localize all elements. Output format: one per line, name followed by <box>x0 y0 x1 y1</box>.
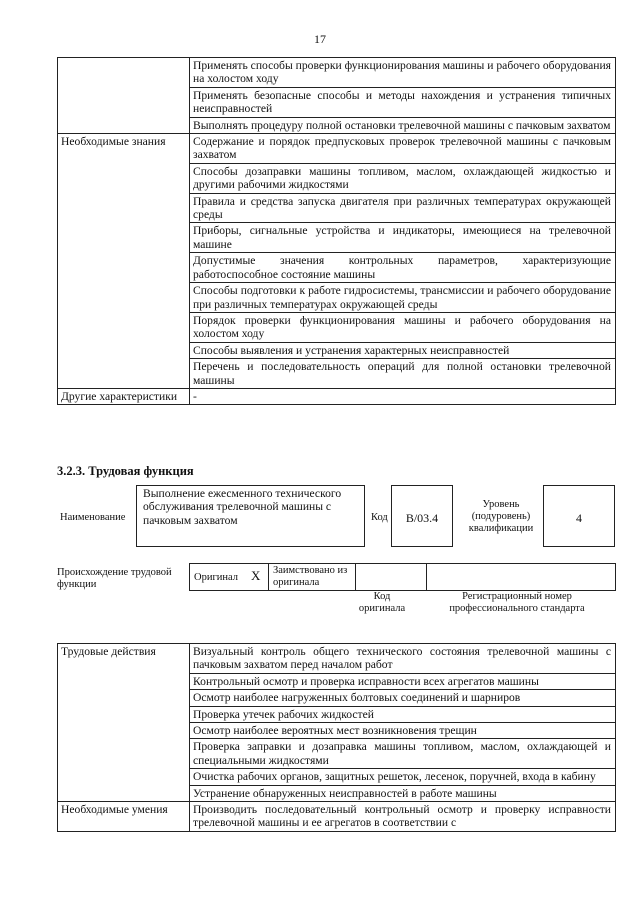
table-row <box>58 802 616 832</box>
name-label: Наименование <box>60 512 126 523</box>
table-row <box>58 644 616 674</box>
function-name-box <box>136 485 365 547</box>
requirements-table-bottom <box>57 643 616 832</box>
page-number: 17 <box>314 32 326 46</box>
row-item: Устранение обнаруженных неисправностей в работе машины <box>190 785 616 801</box>
qualification-level-value: 4 <box>576 511 582 525</box>
row-item: Перечень и последовательность операций для полной остановки трелевочной машины <box>190 359 616 389</box>
table-row <box>58 134 616 164</box>
level-label: Уровень (подуровень) квалификации <box>468 499 534 534</box>
row-item: Допустимые значения контрольных параметров, характеризующие работоспособное состояние машины <box>190 253 616 283</box>
borrowed-label: Заимствовано из оригинала <box>273 565 348 588</box>
row-item: Контрольный осмотр и проверка исправности всех агрегатов машины <box>190 673 616 689</box>
row-item: - <box>190 388 616 404</box>
row-item: Применять способы проверки функционирования машины и рабочего оборудования на холостом ходу <box>190 58 616 88</box>
table-row <box>58 58 616 88</box>
row-item: Правила и средства запуска двигателя при различных температурах окружающей среды <box>190 193 616 223</box>
qualification-level-box <box>543 485 615 547</box>
code-label: Код <box>371 512 388 523</box>
function-code-box <box>391 485 453 547</box>
row-item: Проверка утечек рабочих жидкостей <box>190 706 616 722</box>
row-item: Порядок проверки функционирования машины и рабочего оборудования на холостом ходу <box>190 312 616 342</box>
original-mark: X <box>251 568 261 583</box>
original-label: Оригинал <box>194 572 238 583</box>
row-item: Производить последовательный контрольный осмотр и проверку исправности трелевочной машины и ее агрегатов в соответствии с <box>190 802 616 832</box>
requirements-table-top <box>57 57 616 405</box>
row-item: Приборы, сигнальные устройства и индикаторы, имеющиеся на трелевочной машине <box>190 223 616 253</box>
row-item: Способы дозаправки машины топливом, маслом, охлаждающей жидкостью и другими рабочими жидкостями <box>190 163 616 193</box>
row-item: Осмотр наиболее нагруженных болтовых соединений и шарниров <box>190 690 616 706</box>
row-label: Необходимые умения <box>58 802 190 832</box>
row-label: Необходимые знания <box>58 134 190 389</box>
row-label <box>58 58 190 134</box>
row-item: Осмотр наиболее вероятных мест возникновения трещин <box>190 723 616 739</box>
row-label: Другие характеристики <box>58 388 190 404</box>
row-item: Применять безопасные способы и методы нахождения и устранения типичных неисправностей <box>190 87 616 117</box>
table-row <box>58 388 616 404</box>
row-item: Очистка рабочих органов, защитных решеток, лесенок, поручней, входа в кабину <box>190 769 616 785</box>
reg-caption: Регистрационный номер профессионального стандарта <box>449 591 585 614</box>
section-title: 3.2.3. Трудовая функция <box>57 464 194 478</box>
row-item: Способы подготовки к работе гидросистемы, трансмиссии и рабочего оборудование при различных температурах окружающей среды <box>190 283 616 313</box>
code-caption: Код оригинала <box>358 591 406 614</box>
row-item: Содержание и порядок предпусковых проверок трелевочной машины с пачковым захватом <box>190 134 616 164</box>
row-item: Визуальный контроль общего технического состояния трелевочной машины с пачковым захватом перед началом работ <box>190 644 616 674</box>
row-item: Способы выявления и устранения характерных неисправностей <box>190 342 616 358</box>
row-label: Трудовые действия <box>58 644 190 802</box>
function-code-value: B/03.4 <box>405 511 439 525</box>
origin-label: Происхождение трудовой функции <box>57 567 172 590</box>
row-item: Проверка заправки и дозаправка машины топливом, маслом, охлаждающей и специальными жидкостями <box>190 739 616 769</box>
row-item: Выполнять процедуру полной остановки трелевочной машины с пачковым захватом <box>190 117 616 133</box>
function-name-value: Выполнение ежесменного технического обслуживания трелевочной машины с пачковым захватом <box>143 487 342 527</box>
